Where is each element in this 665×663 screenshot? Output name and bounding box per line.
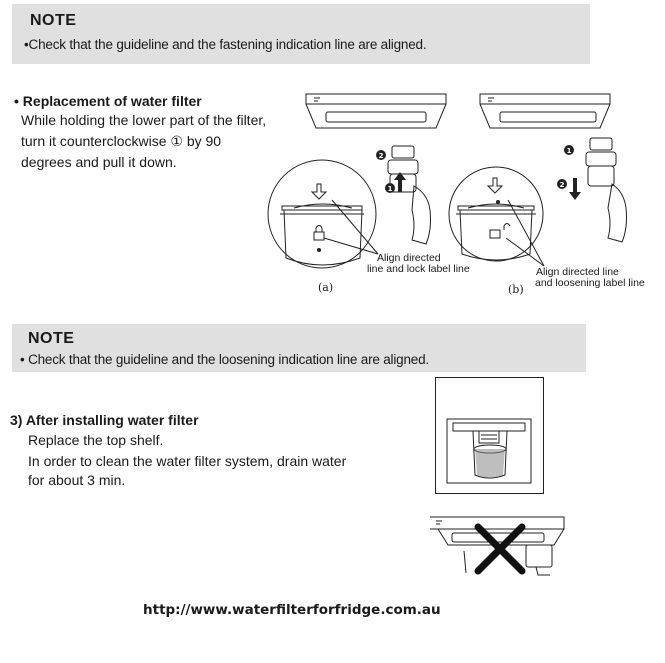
note-box-loosening [12, 324, 586, 372]
figure-a-callout-line-2: line and lock label line [367, 263, 470, 275]
figure-a-caption: (a) [318, 281, 334, 294]
figure-b-callout-line-1: Align directed line [536, 266, 619, 278]
replacement-line-2: turn it counterclockwise ① by 90 [21, 133, 222, 149]
note-text: • Check that the guideline and the loosening indication line are aligned. [20, 352, 429, 367]
replacement-line-1: While holding the lower part of the filter, [21, 112, 267, 128]
note-box-fastening [12, 4, 590, 64]
figure-b-step1-marker: 1 [566, 147, 572, 155]
figure-a-step2-marker: 2 [378, 152, 384, 160]
incorrect-installation-illustration [430, 515, 570, 577]
section-title-after-install: 3) After installing water filter [10, 412, 199, 428]
after-install-line-1: Replace the top shelf. [28, 432, 164, 448]
replacement-line-3: degrees and pull it down. [21, 154, 177, 170]
note-title: NOTE [28, 330, 75, 347]
after-install-line-3: for about 3 min. [28, 472, 126, 488]
figure-b-callout-line-2: and loosening label line [535, 277, 645, 289]
figure-b-step2-marker: 2 [559, 181, 565, 189]
figure-a-step1-marker: 1 [387, 185, 393, 193]
note-text: •Check that the guideline and the fastening indication line are aligned. [24, 37, 427, 52]
after-install-line-2: In order to clean the water filter system, drain water [28, 453, 347, 469]
installed-filter-illustration [435, 377, 545, 495]
note-title: NOTE [30, 12, 77, 29]
figure-a-callout-line-1: Align directed [377, 252, 441, 264]
section-title-replacement: • Replacement of water filter [14, 93, 202, 109]
footer-url-link[interactable]: http://www.waterfilterforfridge.com.au [143, 602, 441, 618]
figure-b-caption: (b) [508, 283, 524, 296]
cross-mark-icon [478, 527, 522, 571]
